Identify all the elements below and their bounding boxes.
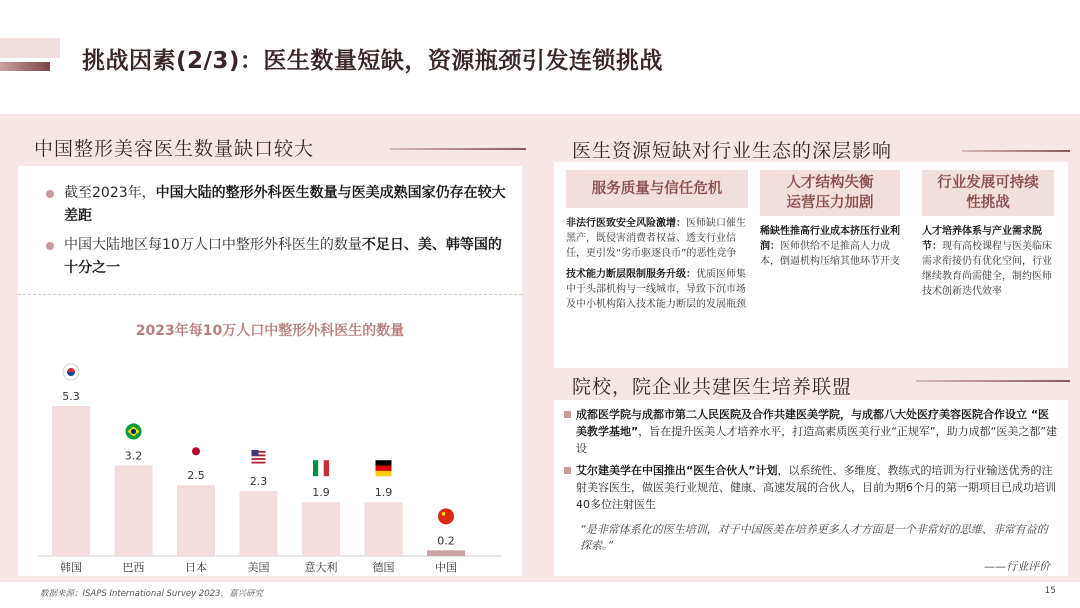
bullet-item [40,182,510,228]
bar [365,502,403,556]
impact-column-text [922,224,1054,299]
china-flag-icon [438,508,454,524]
dashed-divider [18,294,522,295]
impact-para-text: 现有高校课程与医美临床需求衔接仍有优化空间，行业继续教育尚需健全，制约医师技术创新迭代效率 [922,241,1052,297]
quote-source: ——行业评价 [984,560,1050,573]
bar-chart [18,356,522,576]
data-label: 5.3 [62,390,80,403]
left-panel [8,126,532,578]
impact-column-text [760,224,900,269]
bullet-dot [46,190,54,198]
impact-para-text: 优质医师集中于头部机构与一线城市，导致下沉市场及中小机构陷入技术能力断层的发展瓶颈 [566,269,746,310]
alliance-item-bold: 成都医学院与成都市第二人民医院及合作共建医美学院，与成都八大处医疗美容医院合作设立 “医美教学基地” [576,408,1050,438]
impact-para-bold: 技术能力断层限制服务升级： [566,269,696,280]
data-label: 1.9 [312,486,330,500]
italy-flag-icon [313,460,329,476]
usa-flag-icon [251,449,267,465]
alliance-item [564,406,1060,457]
bar [52,406,90,556]
category-label: 德国 [372,561,395,574]
data-source-note: 数据来源：ISAPS International Survey 2023，嘉兴研究 [40,589,263,599]
page-title: 挑战因素(2/3)：医生数量短缺，资源瓶颈引发连锁挑战 [82,48,663,74]
header-decoration-bar [0,38,60,58]
alliance-card [554,400,1068,576]
alliance-section-title: 院校，院企业共建医生培养联盟 [572,376,853,398]
impact-column-head: 服务质量与信任危机 [566,170,748,208]
left-section-underline [390,148,526,150]
left-card [18,166,522,576]
bullet-bold-text: 不足日、美、韩等国的十分之一 [64,237,502,276]
brazil-flag-icon [126,423,142,439]
impact-column-head: 人才结构失衡运营压力加剧 [760,170,900,216]
japan-flag-icon [192,447,200,455]
square-bullet [564,467,571,474]
data-label: 3.2 [124,449,143,463]
alliance-item-text: ，旨在提升医美人才培养水平，打造高素质医美行业“正规军”，助力成都“医美之都”建设 [576,425,1058,455]
alliance-item-bold: 艾尔建美学在中国推出“医生合伙人”计划 [576,464,778,477]
bar [115,465,153,556]
impact-column [566,170,748,318]
alliance-panel [546,366,1072,580]
bar [302,502,340,556]
category-label: 意大利 [304,561,338,574]
page-number: 15 [1044,586,1056,596]
alliance-item [564,462,1060,513]
bullet-item [40,234,510,280]
impact-para-text: 医师缺口催生黑产，既侵害消费者权益、透支行业信任，更引发“劣币驱逐良币”的恶性竞争 [566,218,746,259]
data-label: 2.3 [249,474,268,488]
impact-column [922,170,1054,305]
impact-column-head: 行业发展可持续性挑战 [922,170,1054,216]
korea-flag-icon [63,364,79,380]
impact-para-bold: 非法行医致安全风险激增： [566,218,686,229]
impact-para-text: 医师供给不足推高人力成本，倒逼机构压缩其他环节开支 [760,241,900,267]
impact-section-title: 医生资源短缺对行业生态的深层影响 [572,140,893,162]
left-section-title: 中国整形美容医生数量缺口较大 [34,138,315,160]
impact-section-underline [962,150,1070,152]
impact-para-bold: 稀缺性推高行业成本挤压行业利润： [760,226,900,252]
category-label: 巴西 [122,561,145,574]
chart-title: 2023年每10万人口中整形外科医生的数量 [135,323,405,339]
category-label: 韩国 [60,561,82,574]
bullet-dot [46,242,54,250]
data-label: 1.9 [374,486,393,500]
bullet-text: 截至2023年， [64,185,156,201]
bullet-bold-text: 中国大陆的整形外科医生数量与医美成熟国家仍存在较大差距 [64,185,506,224]
bar [177,485,215,556]
alliance-section-underline [916,380,1070,382]
impact-para-bold: 人才培养体系与产业需求脱节： [922,226,1042,252]
impact-panel [546,126,1072,372]
industry-quote: “是非常体系化的医生培训，对于中国医美在培养更多人才方面是一个非常好的思维、非常有益的探索。” [580,523,1048,552]
bullet-list [40,182,510,286]
bar [240,491,278,556]
category-label: 日本 [185,561,207,574]
bullet-text: 中国大陆地区每10万人口中整形外科医生的数量 [64,237,362,253]
bar [427,550,465,556]
data-label: 2.5 [187,469,205,483]
category-label: 中国 [435,561,457,574]
header-decoration-accent [0,62,50,71]
impact-column-text [566,216,748,312]
category-label: 美国 [247,561,270,574]
impact-card [554,162,1068,368]
impact-column [760,170,900,275]
alliance-item-text: ，以系统性、多维度、教练式的培训为行业输送优秀的注射美容医生，做医美行业规范、健康、高速发展的合伙人，目前为期6个月的第一期项目已成功培训40多位注射医生 [576,464,1056,511]
germany-flag-icon [376,460,392,476]
data-label: 0.2 [437,534,455,548]
square-bullet [564,411,571,418]
